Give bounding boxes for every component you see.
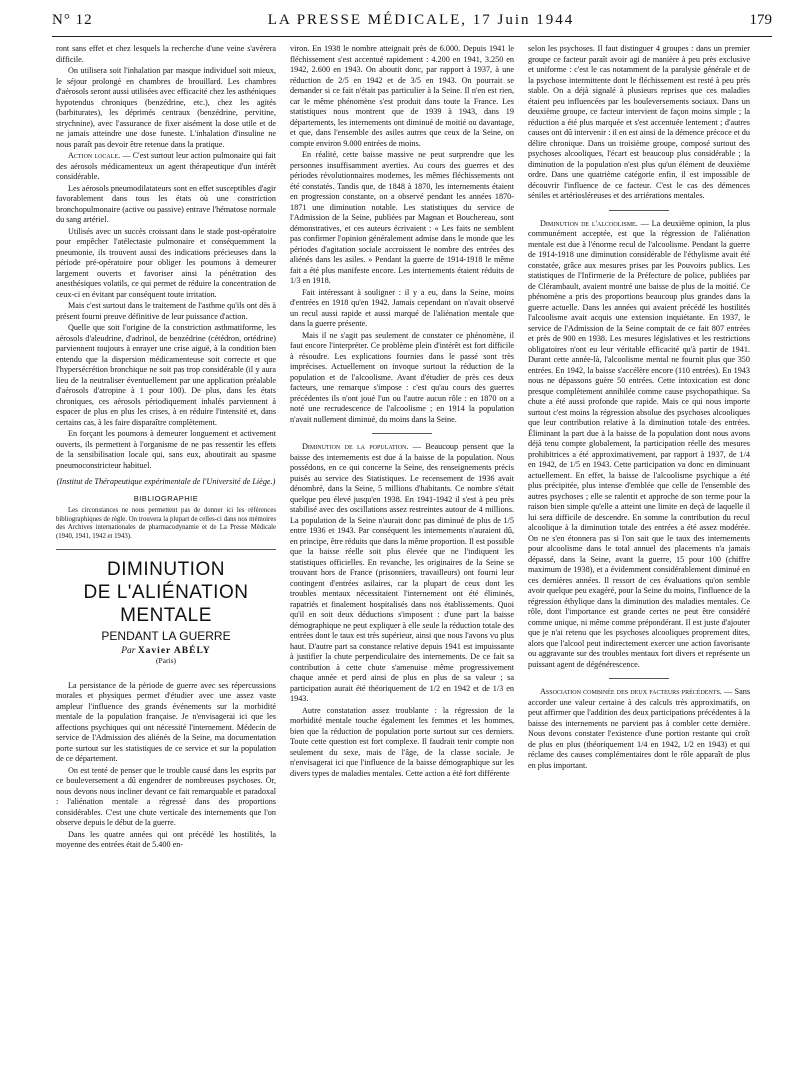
article-title-line-1: DIMINUTION [107,559,225,580]
divider [372,433,432,434]
header-rule [52,36,772,37]
paragraph-text: — La deuxième opinion, la plus communément acceptée, est que la régression de l'aliénation mentale est due à l'énorme recul de l'alcoolisme. Pendant la guerre de 1914-1918 une diminution considérable de l'éthylisme avait été constatée, grâce aux mesures prises par les Pouvoirs publics. Les statistiques de l'Infirmerie de la Préfecture de police, publiées par de Clérambault, avaient montré une baisse de plus de la moitié. Ce phénomène a pris des proportions beaucoup plus grandes dans la guerre actuelle. Dans les années qui avaient précédé les hostilités l'alcoolisme avait acquis une extension inquiétante. En 1937, le service de l'Admission de la Seine comptait de ce fait 807 entrées et près de 900 en 1938. Les mesures législatives et les restrictions obligatoires n'ont eu leur véritable efficacité qu'à partir de 1941. Durant cette année-là, l'alcoolisme mental ne fournit plus que 350 entrées. En 1942, la baisse s'accélère encore (110 entrées). En 1943 nous ne dépassons guère 50 entrées. Cette intoxication est donc presque complètement annihilée comme cause psychopathique. Sa chute a été aussi profonde que rapide. Mais ce qui nous importe surtout c'est moins la régression absolue des psychoses alcooliques que leur contribution relative à la diminution totale des entrées. Éliminant la part due à la baisse de la population dont nous avons déjà tenu compte globalement, la participation réelle des mesures prohibitrices a été approximativement, par rapport à 1937, de 1/4 en 1942, de 1/5 en 1943. Cette participation va donc en diminuant actuellement. En effet, la baisse de l'alcoolisme psychique a été plus précipitée, plus intense d'emblée que celle de l'ensemble des autres psychoses ; elle se ralentit et approche de son terme pour la raison bien simple qu'elle a atteint une limite en deçà de laquelle il lui sera difficile de descendre. En somme la contribution du recul alcoolique à la diminution totale des entrées a été assez modérée. On ne s'en étonnera pas si l'on sait que le taux des internements pour alcoolisme dans le total annuel des placements n'a jamais dépassé, dans la Seine, avant la guerre, 15 pour 100 (chiffre maximum de 1938), et a évidemment considérablement diminué en ces dernières années. Il ressort de ces évaluations qu'on semble avoir quelque peu exagéré, pour la Seine du moins, l'influence de la régression éthylique dans la diminution des maladies mentales. Ce rôle, dont l'importance est grande certes ne peut être considéré comme unique, ni même comme prépondérant. Il est juste d'ajouter que je n'ai retenu que les psychoses alcooliques proprement dites, alors que l'alcool peut indirectement exercer une action favorisante ou aggravante sur des troubles mentaux fort divers et représente un puissant agent de dégénérescence. [528,218,750,669]
section-lead: Action locale. [68,151,121,160]
paragraph: Mais il ne s'agit pas seulement de constater ce phénomène, il faut encore l'interpréter. Ce problème plein d'intérêt est fort difficile à résoudre. Les explications fournies dans le passé sont très imprécises. Actuellement on invoque surtout la réduction de la population et de l'alcoolisme. Avant d'étudier de près ces deux facteurs, une remarque s'impose : c'est qu'au cours des guerres précédentes ils n'ont joué l'un ou l'autre aucun rôle : en 1870 on a noté une recrudescence de l'alcoolisme ; en 1914 la population n'avait nullement diminué, du moins dans la Seine. [290,330,514,424]
paragraph: Les aérosols pneumodilatateurs sont en effet susceptibles d'agir favorablement dans tous les états où une constriction bronchopulmonaire (active ou passive) entrave l'hématose normale du sang artériel. [56,183,276,224]
paragraph: Dans les quatre années qui ont précédé les hostilités, la moyenne des entrées était de 5.400 en- [56,829,276,849]
bibliography-text: Les circonstances ne nous permettent pas de donner ici les références bibliographiques de règle. On trouvera la plupart de celles-ci dans nos mémoires des Archives internationales de pharmacodynamie et de La Presse Médicale (1940, 1941, 1942 et 1943). [56,507,276,540]
paragraph: En forçant les poumons à demeurer longuement et activement ouverts, ils permettent à l'organisme de ne pas ressentir les effets de la sensibilisation locale qui, sans eux, aboutirait au spasme pneumoconstricteur habituel. [56,429,276,470]
paragraph: En réalité, cette baisse massive ne peut surprendre que les personnes insuffisamment averties. Au cours des guerres et des périodes révolutionnaires modernes, les mêmes fléchissements ont été constatés. Tandis que, de 1848 à 1870, les internements étaient en progression constante, on a observé pendant les années 1870-1871 une diminution notable. Les statistiques du service de l'Admission de la Seine, publiées par Magnan et Bouchereau, sont démonstratives, et ces auteurs écrivaient : « Les faits ne semblent pas confirmer l'opinion généralement admise dans le monde que les périodes d'agitation sociale accroissent le nombre des entrées des aliénés dans les asiles. » Pendant la guerre de 1914-1918 le même fait a été plus manifeste encore. Les internements étaient réduits de 1/3 en 1918. [290,150,514,285]
section-lead: Diminution de l'alcoolisme. [540,218,638,228]
divider [56,549,276,550]
page-header [52,12,772,34]
paragraph: ront sans effet et chez lesquels la recherche d'une veine s'avérera difficile. [56,44,276,64]
paragraph: Autre constatation assez troublante : la régression de la morbidité mentale touche également les femmes et les hommes, bien que la réduction de population porte surtout sur ces derniers. Toute cette question est fort complexe. Il faudrait tenir compte non seulement du sexe, mais de l'âge, de la classe sociale. Je n'envisagerai ici que l'influence de la baisse démographique sur les divers types de maladies mentales. Cette action a été fort différente [290,705,514,778]
column-3 [528,44,750,1072]
paragraph: On est tenté de penser que le trouble causé dans les esprits par ce bouleversement a dû engendrer de nombreuses psychoses. Or, nous devons nous incliner devant ce fait remarquable et paradoxal : l'aliénation mentale a régressé dans des proportions considérables. C'est une chute verticale des internements que l'on observe depuis le début de la guerre. [56,765,276,827]
paragraph: Mais c'est surtout dans le traitement de l'asthme qu'ils ont dès à présent fourni preuve définitive de leur puissance d'action. [56,301,276,321]
column-2 [290,44,514,1072]
section-lead: Association combinée des deux facteurs précédents. [540,687,722,696]
paragraph [290,442,514,705]
author-place: (Paris) [156,656,176,665]
divider [609,678,669,679]
paragraph: Quelle que soit l'origine de la constriction asthmatiforme, les aérosols d'aleudrine, d'adrinol, de benzédrine (cétédron, ortédrine) parviennent toujours à enrayer une crise aiguë, à la condition bien entendu que la dispersion médicamenteuse soit correcte et que l'hypersécrétion bronchique ne soit pas trop considérable (il y aura lieu de la neutraliser éventuellement par une application préalable d'aérosols d'atropine à 1 pour 100). De plus, dans les états chroniques, ces aérosols périodiquement inhalés parviennent à espacer de plus en plus les crises, à en réduire l'intensité et, dans certains cas, à les faire disparaître complètement. [56,323,276,427]
paragraph-text: — C'est surtout leur action pulmonaire qui fait des aérosols médicamenteux un agent thérapeutique d'un intérêt considérable. [56,151,276,181]
institution-citation: (Institut de Thérapeutique expérimentale de l'Université de Liège.) [56,477,276,486]
article-title [56,558,276,627]
paragraph-text: — Sans accorder une valeur certaine à des calculs très approximatifs, on peut affirmer que l'addition des deux participations précédentes à la baisse des internements ne parvient pas à combler cette dernière. Nous devons constater l'existence d'une portion restante qui croît de plus en plus (théoriquement 1/4 en 1942, 1/2 en 1943) et qui réclame des causes complémentaires dont le rôle apparaît de plus en plus important. [528,687,750,770]
paragraph-text: — Beaucoup pensent que la baisse des internements est due à la baisse de la population. Nous possédons, en ce qui concerne la Seine, des renseignements précis puisés au service des Statistiques. Le recensement de 1936 avait dénombré, dans la Seine, 5 millions d'habitants. Ce nombre s'était quelque peu élevé jusqu'en 1938. En 1941-1942 il s'est à peu près stabilisé avec des oscillations assez restreintes autour de 4 millions. La population de la Seine n'aurait donc pas diminué de plus de 1/5 entre 1936 et 1943. Par conséquent les internements n'auraient dû, en principe, être réduits que dans la même proportion. Il est possible que la baisse réelle soit plus élevée que ne l'indiquent les statistiques officielles. En revanche, les originaires de la Seine se trouvant hors de France (prisonniers, travailleurs) ont fourni leur contingent d'entrées asilaires, car la plupart de ceux dont les troubles mentaux nécessitaient l'internement ont été éliminés, rapatriés et finalement hospitalisés dans nos établissements. Quoi qu'il en soit deux déductions s'imposent : d'une part la baisse démographique ne peut expliquer à elle seule la réduction totale des entrées dont le taux est très supérieur, ainsi que nous l'avons vu plus haut. D'autre part sa constance relative depuis 1941 est impuissante à justifier la chute perpendiculaire des internements. De ce fait sa contribution à cette chute s'amenuise même progressivement chaque année et perd ainsi de plus en plus de sa valeur ; sa participation aurait été théoriquement de 1/2 en 1942 et de 1/3 en 1943. [290,442,514,703]
article-author [56,646,276,657]
bibliography-heading: BIBLIOGRAPHIE [133,493,199,503]
paragraph [528,219,750,671]
paragraph: La persistance de la période de guerre avec ses répercussions morales et physiques permet d'étudier avec une assez vaste ampleur l'influence des grands événements sur la morbidité mentale de la population française. Je n'envisagerai ici que les affections psychiques qui ont nécessité l'internement. Médecin de service de l'Admission des aliénés de la Seine, ma documentation porte surtout sur les statistiques de ce service et sur la population de ce département. [56,680,276,763]
paragraph: Fait intéressant à souligner : il y a eu, dans la Seine, moins d'entrées en 1918 qu'en 1942. Jamais cependant on n'avait observé un recul aussi rapide et aussi marqué de l'aliénation mentale que dans la guerre présente. [290,287,514,328]
author-name: Xavier ABÉLY [137,645,211,656]
divider [609,210,669,211]
article-subtitle: PENDANT LA GUERRE [101,629,231,643]
section-lead: Diminution de la population. [302,442,409,451]
paragraph: viron. En 1938 le nombre atteignait près de 6.000. Depuis 1941 le fléchissement s'est accentué rapidement : 4.200 en 1941, 3.250 en 1942, 2.600 en 1943. On aboutit donc, par rapport à 1937, à une réduction de 2/5 en 1942 et de 3/5 en 1943. On pourrait se demander si ce fait n'était pas particulier à la Seine. Il n'en est rien, car le même phénomène s'est produit dans toute la France. Les statistiques nous montrent que de 1939 à 1943, dans 19 départements, les internements ont diminué de moitié ou davantage, et que, dans l'ensemble des asiles autres que ceux de la Seine, on compte environ 9.000 entrées de moins. [290,44,514,148]
paragraph [528,687,750,771]
page-number: 179 [749,12,772,28]
paragraph: selon les psychoses. Il faut distinguer 4 groupes : dans un premier groupe ce facteur paraît avoir agi de manière à peu près exclusive et uniforme : c'est le cas notamment de la paralysie générale et de la psychose intermittente dont le fléchissement est resté à peu près stable. On a déjà signalé à plusieurs reprises que ces maladies étaient peu influencées par les bouleversements sociaux. Dans un deuxième groupe, ce facteur intervient de façon moins simple ; la réduction a été plus marquée et s'est accentuée lentement ; d'autres causes ont dû intervenir : il en est ainsi de la démence précoce et du délire chronique. Dans un troisième groupe, composé surtout des psychoses alcooliques, l'écart est beaucoup plus considérable ; la diminution de la population n'est plus qu'un élément de deuxième ordre. Dans une quatrième catégorie enfin, il est impossible de découvrir l'influence de ce facteur. C'est le cas des démences séniles et artériosléreuses et des arriérations mentales. [528,44,750,200]
paragraph: Utilisés avec un succès croissant dans le stade post-opératoire pour empêcher l'atélectasie pulmonaire et conséquemment la pneumonie, ils trouvent aussi des indications précieuses dans la période pré-opératoire pour obliger les poumons à demeurer largement ouverts et favoriser ainsi la pénétration des anesthésiques volatils, ce qui permet de réduire la concentration de ceux-ci en évitant par conséquent toute irritation. [56,226,276,299]
column-1 [56,44,276,1072]
author-prefix: Par [121,645,136,656]
article-title-line-2: DE L'ALIÉNATION MENTALE [83,582,249,626]
paragraph [56,151,276,183]
issue-number: N° 12 [52,12,93,28]
journal-title: LA PRESSE MÉDICALE, 17 Juin 1944 [267,12,575,28]
paragraph: On utilisera soit l'inhalation par masque individuel soit mieux, le séjour prolongé en chambres de brouillard. Les chambres d'aérosols seront aussi utilisées avec efficacité chez les asthéniques hypotendus chroniques (benzédrine, etc.), chez les agités (barbiturates), les déprimés centraux (benzédrine, pervitine, strychnine), avec l'assurance de fixer aisément la dose utile et de ne jamais atteindre une dose funeste. L'inhalation d'insuline ne nous paraît pas devoir être retenue dans la pratique. [56,66,276,149]
